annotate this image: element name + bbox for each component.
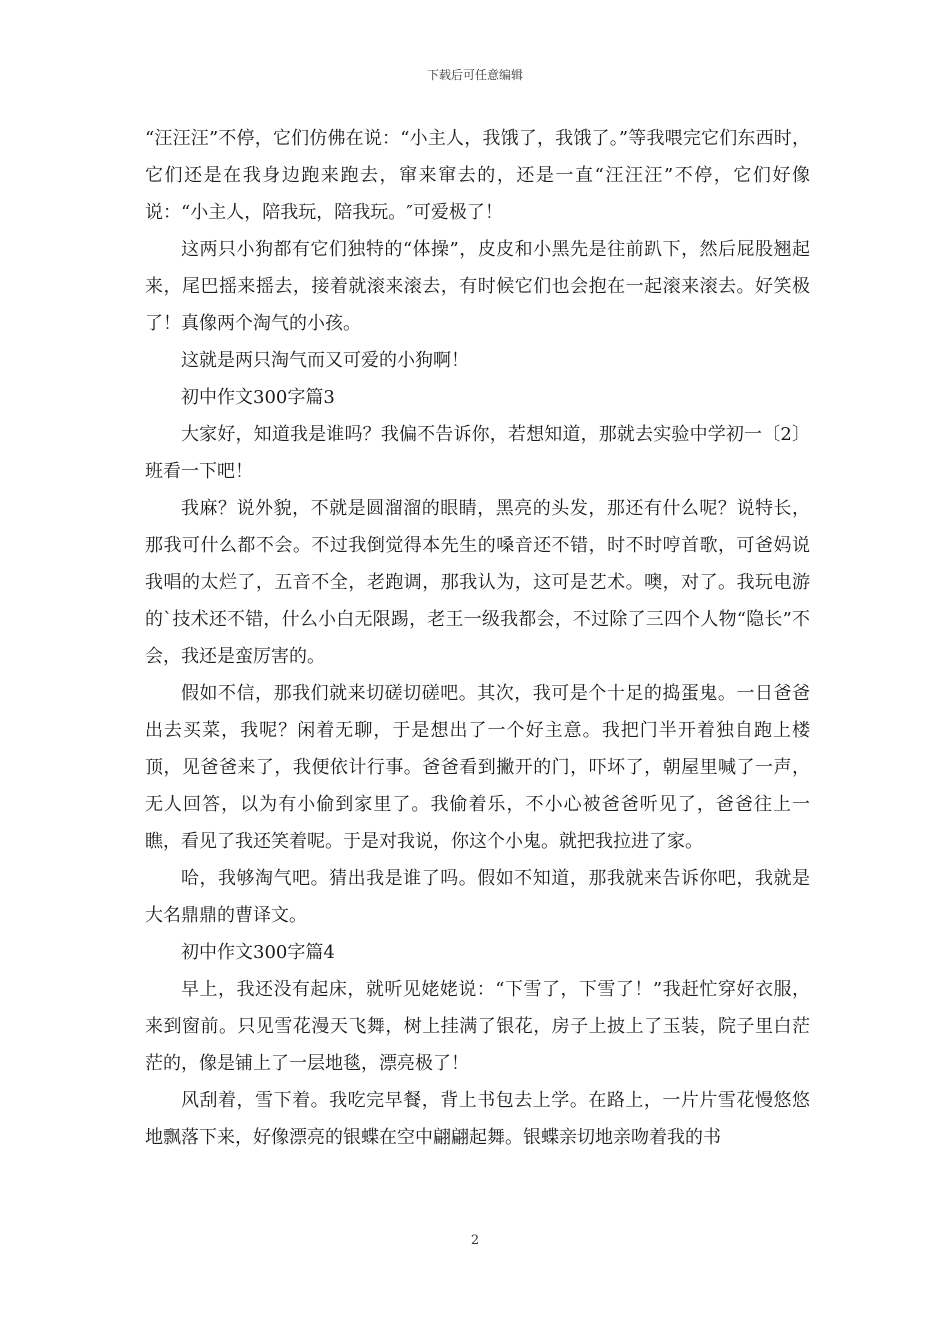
page-number: 2 [470,1233,480,1248]
paragraph: 假如不信，那我们就来切磋切磋吧。其次，我可是个十足的捣蛋鬼。一日爸爸出去买菜，我呢？闲着无聊，于是想出了一个好主意。我把门半开着独自跑上楼顶，见爸爸来了，我便依计行事。爸爸看到撇开的门，吓坏了，朝屋里喊了一声，无人回答，以为有小偷到家里了。我偷着乐，不小心被爸爸听见了，爸爸往上一瞧，看见了我还笑着呢。于是对我说，你这个小鬼。就把我拉进了家。 [145,683,810,852]
document-body [145,120,810,1156]
paragraph: 早上，我还没有起床，就听见姥姥说：“下雪了，下雪了！”我赶忙穿好衣服，来到窗前。只见雪花漫天飞舞，树上挂满了银花，房子上披上了玉装，院子里白茫茫的，像是铺上了一层地毯，漂亮极了！ [145,979,810,1074]
section-heading: 初中作文300字篇4 [181,942,335,963]
paragraph: 风刮着，雪下着。我吃完早餐，背上书包去上学。在路上，一片片雪花慢悠悠地飘落下来，好像漂亮的银蝶在空中翩翩起舞。银蝶亲切地亲吻着我的书 [145,1090,810,1148]
paragraph: 这就是两只淘气而又可爱的小狗啊！ [181,350,469,371]
paragraph: 我麻？说外貌，不就是圆溜溜的眼睛，黑亮的头发，那还有什么呢？说特长，那我可什么都不会。不过我倒觉得本先生的嗓音还不错，时不时哼首歌，可爸妈说我唱的太烂了，五音不全，老跑调，那我认为，这可是艺术。噢，对了。我玩电游的`技术还不错，什么小白无限踢，老王一级我都会，不过除了三四个人物“隐长”不会，我还是蛮厉害的。 [145,498,810,667]
paragraph: 这两只小狗都有它们独特的“体操”，皮皮和小黑先是往前趴下，然后屁股翘起来，尾巴摇来摇去，接着就滚来滚去，有时候它们也会抱在一起滚来滚去。好笑极了！真像两个淘气的小孩。 [145,239,810,334]
paragraph: 哈，我够淘气吧。猜出我是谁了吗。假如不知道，那我就来告诉你吧，我就是大名鼎鼎的曹译文。 [145,868,810,926]
paragraph: 大家好，知道我是谁吗？我偏不告诉你，若想知道，那就去实验中学初一〔2〕班看一下吧！ [145,424,810,482]
section-heading: 初中作文300字篇3 [181,387,335,408]
paragraph-continuation: “汪汪汪”不停，它们仿佛在说：“小主人，我饿了，我饿了。”等我喂完它们东西时，它们还是在我身边跑来跑去，窜来窜去的，还是一直“汪汪汪”不停，它们好像说：“小主人，陪我玩，陪我玩。″可爱极了！ [145,128,810,223]
page-header: 下载后可任意编辑 [426,68,523,82]
